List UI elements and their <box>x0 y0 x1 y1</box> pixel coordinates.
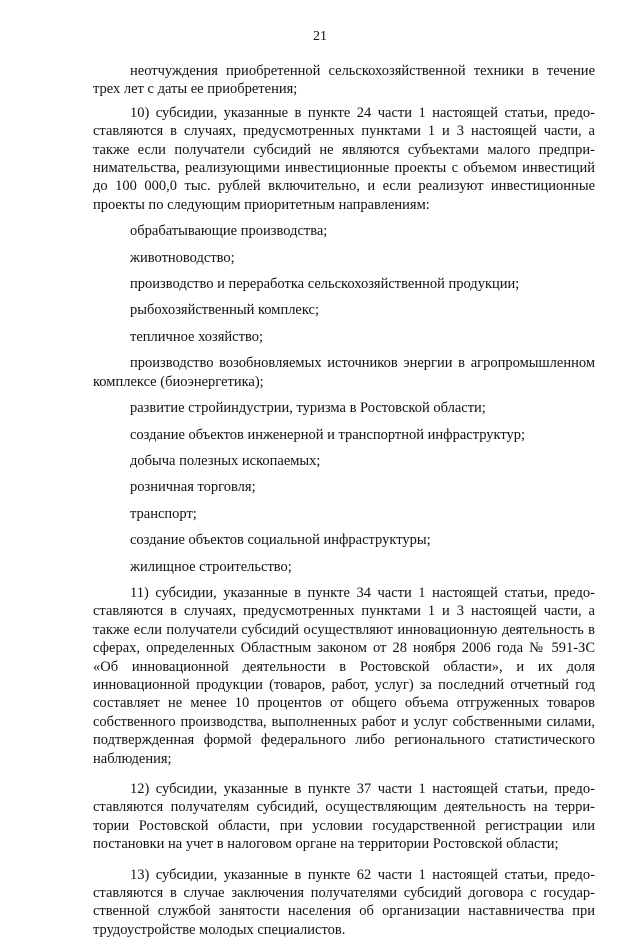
paragraph-10: 10) субсидии, указанные в пункте 24 части 1 настоящей статьи, предоставляются в случаях, предусмотренных пунктами 1 и 3 настоящей части, а также если получатели субсидий не являются субъектами малого предпринимательства, реализующими инвестиционные проекты с объемом инвестиций до 100 000,0 тыс. рублей включительно, и если реализуют инвестиционные проекты по следующим приоритетным направлениям: <box>93 104 595 213</box>
page-number: 21 <box>313 29 327 44</box>
paragraph-13: 13) субсидии, указанные в пункте 62 части 1 настоящей статьи, предоставляются в случае заключения получателями субсидий договора с государственной службой занятости населения об организации наставничества при трудоустройстве молодых специалистов. <box>93 866 595 938</box>
list-item: тепличное хозяйство; <box>130 328 263 345</box>
page-body <box>93 62 595 939</box>
paragraph-11: 11) субсидии, указанные в пункте 34 части 1 настоящей статьи, предоставляются в случаях, предусмотренных пунктами 1 и 3 настоящей части, а также если получатели субсидий осуществляют инновационную деятельность в сферах, определенных Областным законом от 28 ноября 2006 года № 591-ЗС «Об инновационной деятельности в Ростовской области», и их доля инновационной продукции (товаров, работ, услуг) за последний отчетный год составляет не менее 10 процентов от общего объема отгруженных товаров собственного производства, выполненных работ и услуг собственными силами, подтвержденная формой федерального либо регионального статистического наблюдения; <box>93 584 595 767</box>
list-item: животноводство; <box>130 249 235 266</box>
list-item: создание объектов социальной инфраструктуры; <box>130 532 431 549</box>
list-item: транспорт; <box>130 505 197 522</box>
list-item: развитие стройиндустрии, туризма в Ростовской области; <box>130 400 486 417</box>
list-item: розничная торговля; <box>130 479 256 496</box>
list-item: жилищное строительство; <box>130 558 292 575</box>
list-item: производство возобновляемых источников энергии в агропромышленном комплексе (биоэнергетика); <box>93 355 595 390</box>
list-item: создание объектов инженерной и транспортной инфраструктур; <box>130 426 526 443</box>
list-item: производство и переработка сельскохозяйственной продукции; <box>130 276 520 293</box>
paragraph-12: 12) субсидии, указанные в пункте 37 части 1 настоящей статьи, предоставляются получателям субсидий, осуществляющим деятельность на территории Ростовской области, при условии государственной регистрации или постановки на учет в налоговом органе на территории Ростовской области; <box>93 781 595 853</box>
list-item: рыбохозяйственный комплекс; <box>130 302 320 319</box>
list-item: добыча полезных ископаемых; <box>130 452 321 469</box>
list-item: обрабатывающие производства; <box>130 223 328 240</box>
paragraph-continuation: неотчуждения приобретенной сельскохозяйственной техники в течение трех лет с даты ее приобретения; <box>93 63 595 98</box>
